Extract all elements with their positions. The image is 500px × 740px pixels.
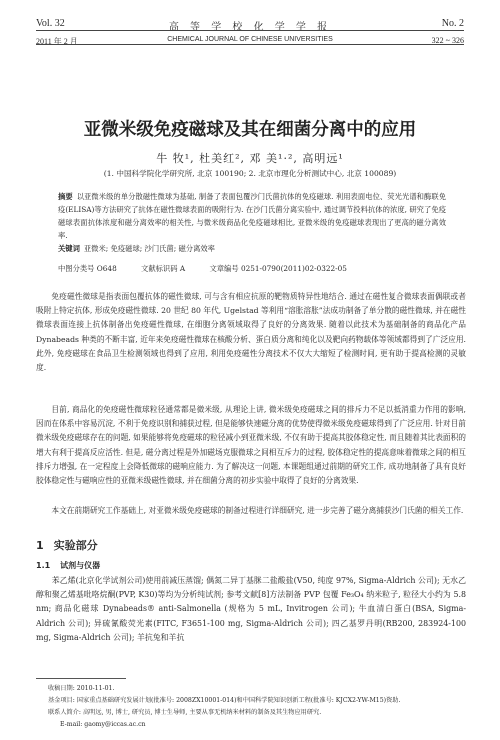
page-range: 322 ~ 326 <box>431 36 464 45</box>
clc-number: 中图分类号 O648 <box>58 264 117 273</box>
keywords-label: 关键词 <box>58 244 80 253</box>
footnote-contact: 联系人简介: 高明远, 男, 博士, 研究员, 博士生导师, 主要从事无机纳米材料的制备及其生物应用研究. <box>48 709 322 716</box>
issue-number: No. 2 <box>441 18 464 29</box>
journal-header <box>36 18 464 68</box>
section-number: 1 <box>36 539 44 552</box>
keywords-text: 亚微米; 免疫磁球; 沙门氏菌; 磁分离效率 <box>83 244 215 253</box>
paper-title: 亚微米级免疫磁球及其在细菌分离中的应用 <box>83 120 417 140</box>
intro-paragraph-2: 目前, 商品化的免疫磁性微球粒径通常都是微米级, 从理论上讲, 微米级免疫磁球之间的排斥力不足以抵消重力作用的影响, 因而在体系中容易沉淀, 不利于免疫识别和捕获过程, 但是能够快速磁分离的优势使得微米级免疫磁球得到了广泛应用. 针对目前微米级免疫磁球存在的问题, 如果能够将免疫磁球的粒径减小到亚微米级, 不仅有助于提高其胶体稳定性, 而且随着其比表面积的增大有利于提高反应活性. 但是, 磁分离过程是外加磁场克服微球之间相互斥力的过程, 胶体稳定性的提高意味着微球之间的相互排斥力增强, 在一定程度上会降低微球的磁响应能力. 为了解决这一问题, 本课题组通过前期的研究工作, 成功地制备了具有良好胶体稳定性与磁响应性的亚微米级磁性微球, 并在细菌分离的初步实验中取得了良好的分离效果. <box>36 405 466 486</box>
intro-paragraph-1: 免疫磁性微球是指表面包覆抗体的磁性微球, 可与含有相应抗原的靶物质特异性地结合. 通过在磁性复合微球表面偶联或者吸附上特定抗体, 形成免疫磁性微球. 20 世纪 80 年代, Ugelstad 等利用“溶胀溶胀”法成功制备了单分散的磁性微球, 并在磁性微球表面连接上抗体制备出免疫磁性微球, 在细胞分离领域取得了良好的分离效果. 随着以此技术为基础制备的商品化产品 Dynabeads 种类的不断丰富, 近年来免疫磁性微球在核酸分析、蛋白质分离和纯化以及靶向药物载体等领域都得到了广泛应用. 此外, 免疫磁球在食品卫生检测领域也得到了应用, 利用免疫磁性分离技术不仅大大缩短了检测时间, 更有助于提高检测的灵敏度. <box>36 292 466 373</box>
journal-title-en: CHEMICAL JOURNAL OF CHINESE UNIVERSITIES <box>167 36 333 43</box>
header-rule-bottom <box>36 44 464 45</box>
footnote-rule <box>36 678 126 679</box>
affiliation: (1. 中国科学院化学研究所, 北京 100190; 2. 北京市理化分析测试中心, 北京 100089) <box>103 169 397 178</box>
intro-paragraph-3: 本文在前期研究工作基础上, 对亚微米级免疫磁球的制备过程进行详细研究, 进一步完善了磁分离捕获沙门氏菌的相关工作. <box>51 506 464 515</box>
footnote-funding: 基金项目: 国家重点基础研究发展计划(批准号: 2008ZX10001-014)和中国科学院知识创新工程(批准号: KJCX2-YW-M15)资助. <box>48 697 401 704</box>
section-heading-experimental <box>36 537 98 553</box>
reagents-paragraph: 苯乙烯(北京化学试剂公司)使用前减压蒸馏; 偶氮二异丁基脒二盐酸盐(V50, 纯度 97%, Sigma-Aldrich 公司); 无水乙醇和聚乙烯基吡咯烷酮(PVP, K30)等均为分析纯试剂; 参考文献[8]方法制备 PVP 包覆 Fe₃O₄ 纳米粒子, 粒径大小约为 5.8 nm; 商品化磁球 Dynabeads® anti-Salmonella (规格为 5 mL, Invitrogen 公司); 牛血清白蛋白(BSA, Sigma-Aldrich 公司); 异硫氰酸荧光素(FITC, F3651-100 mg, Sigma-Aldrich 公司); 四乙基罗丹明(RB200, 283924-100 mg, Sigma-Aldrich 公司); 羊抗兔和羊抗 <box>36 576 466 642</box>
abstract <box>58 190 446 255</box>
classification-line <box>58 264 369 274</box>
document-code: 文献标识码 A <box>141 264 186 273</box>
subsection-title: 试剂与仪器 <box>60 561 101 570</box>
article-number: 文章编号 0251-0790(2011)02-0322-05 <box>209 264 347 273</box>
abstract-label: 摘要 <box>58 192 73 201</box>
journal-title-cn: 高 等 学 校 化 学 学 报 <box>168 22 332 33</box>
subsection-heading-reagents <box>36 560 100 571</box>
header-rule-top <box>36 30 464 31</box>
subsection-number: 1.1 <box>36 561 51 570</box>
footnote-received: 收稿日期: 2010-11-01. <box>48 685 115 692</box>
abstract-text: 以亚微米级的单分散磁性微球为基础, 制备了表面包覆沙门氏菌抗体的免疫磁球. 利用表面电位、荧光光谱和酶联免疫(ELISA)等方法研究了抗体在磁性微球表面的吸附行为. 在沙门氏菌分离实验中, 通过调节投料抗体的浓度, 研究了免疫磁球表面抗体浓度和磁分离效率的相关性, 与微米级商品化免疫磁球相比, 亚微米级的免疫磁球表现出了更高的磁分离效率. <box>58 192 447 240</box>
section-title: 实验部分 <box>53 539 98 552</box>
issue-date: 2011 年 2 月 <box>36 37 78 46</box>
author-list: 牛 牧¹, 杜美红², 邓 美¹·², 高明远¹ <box>156 152 344 165</box>
footnote-email: E-mail: gaomy@iccas.ac.cn <box>60 721 146 728</box>
volume-label: Vol. 32 <box>36 18 65 29</box>
